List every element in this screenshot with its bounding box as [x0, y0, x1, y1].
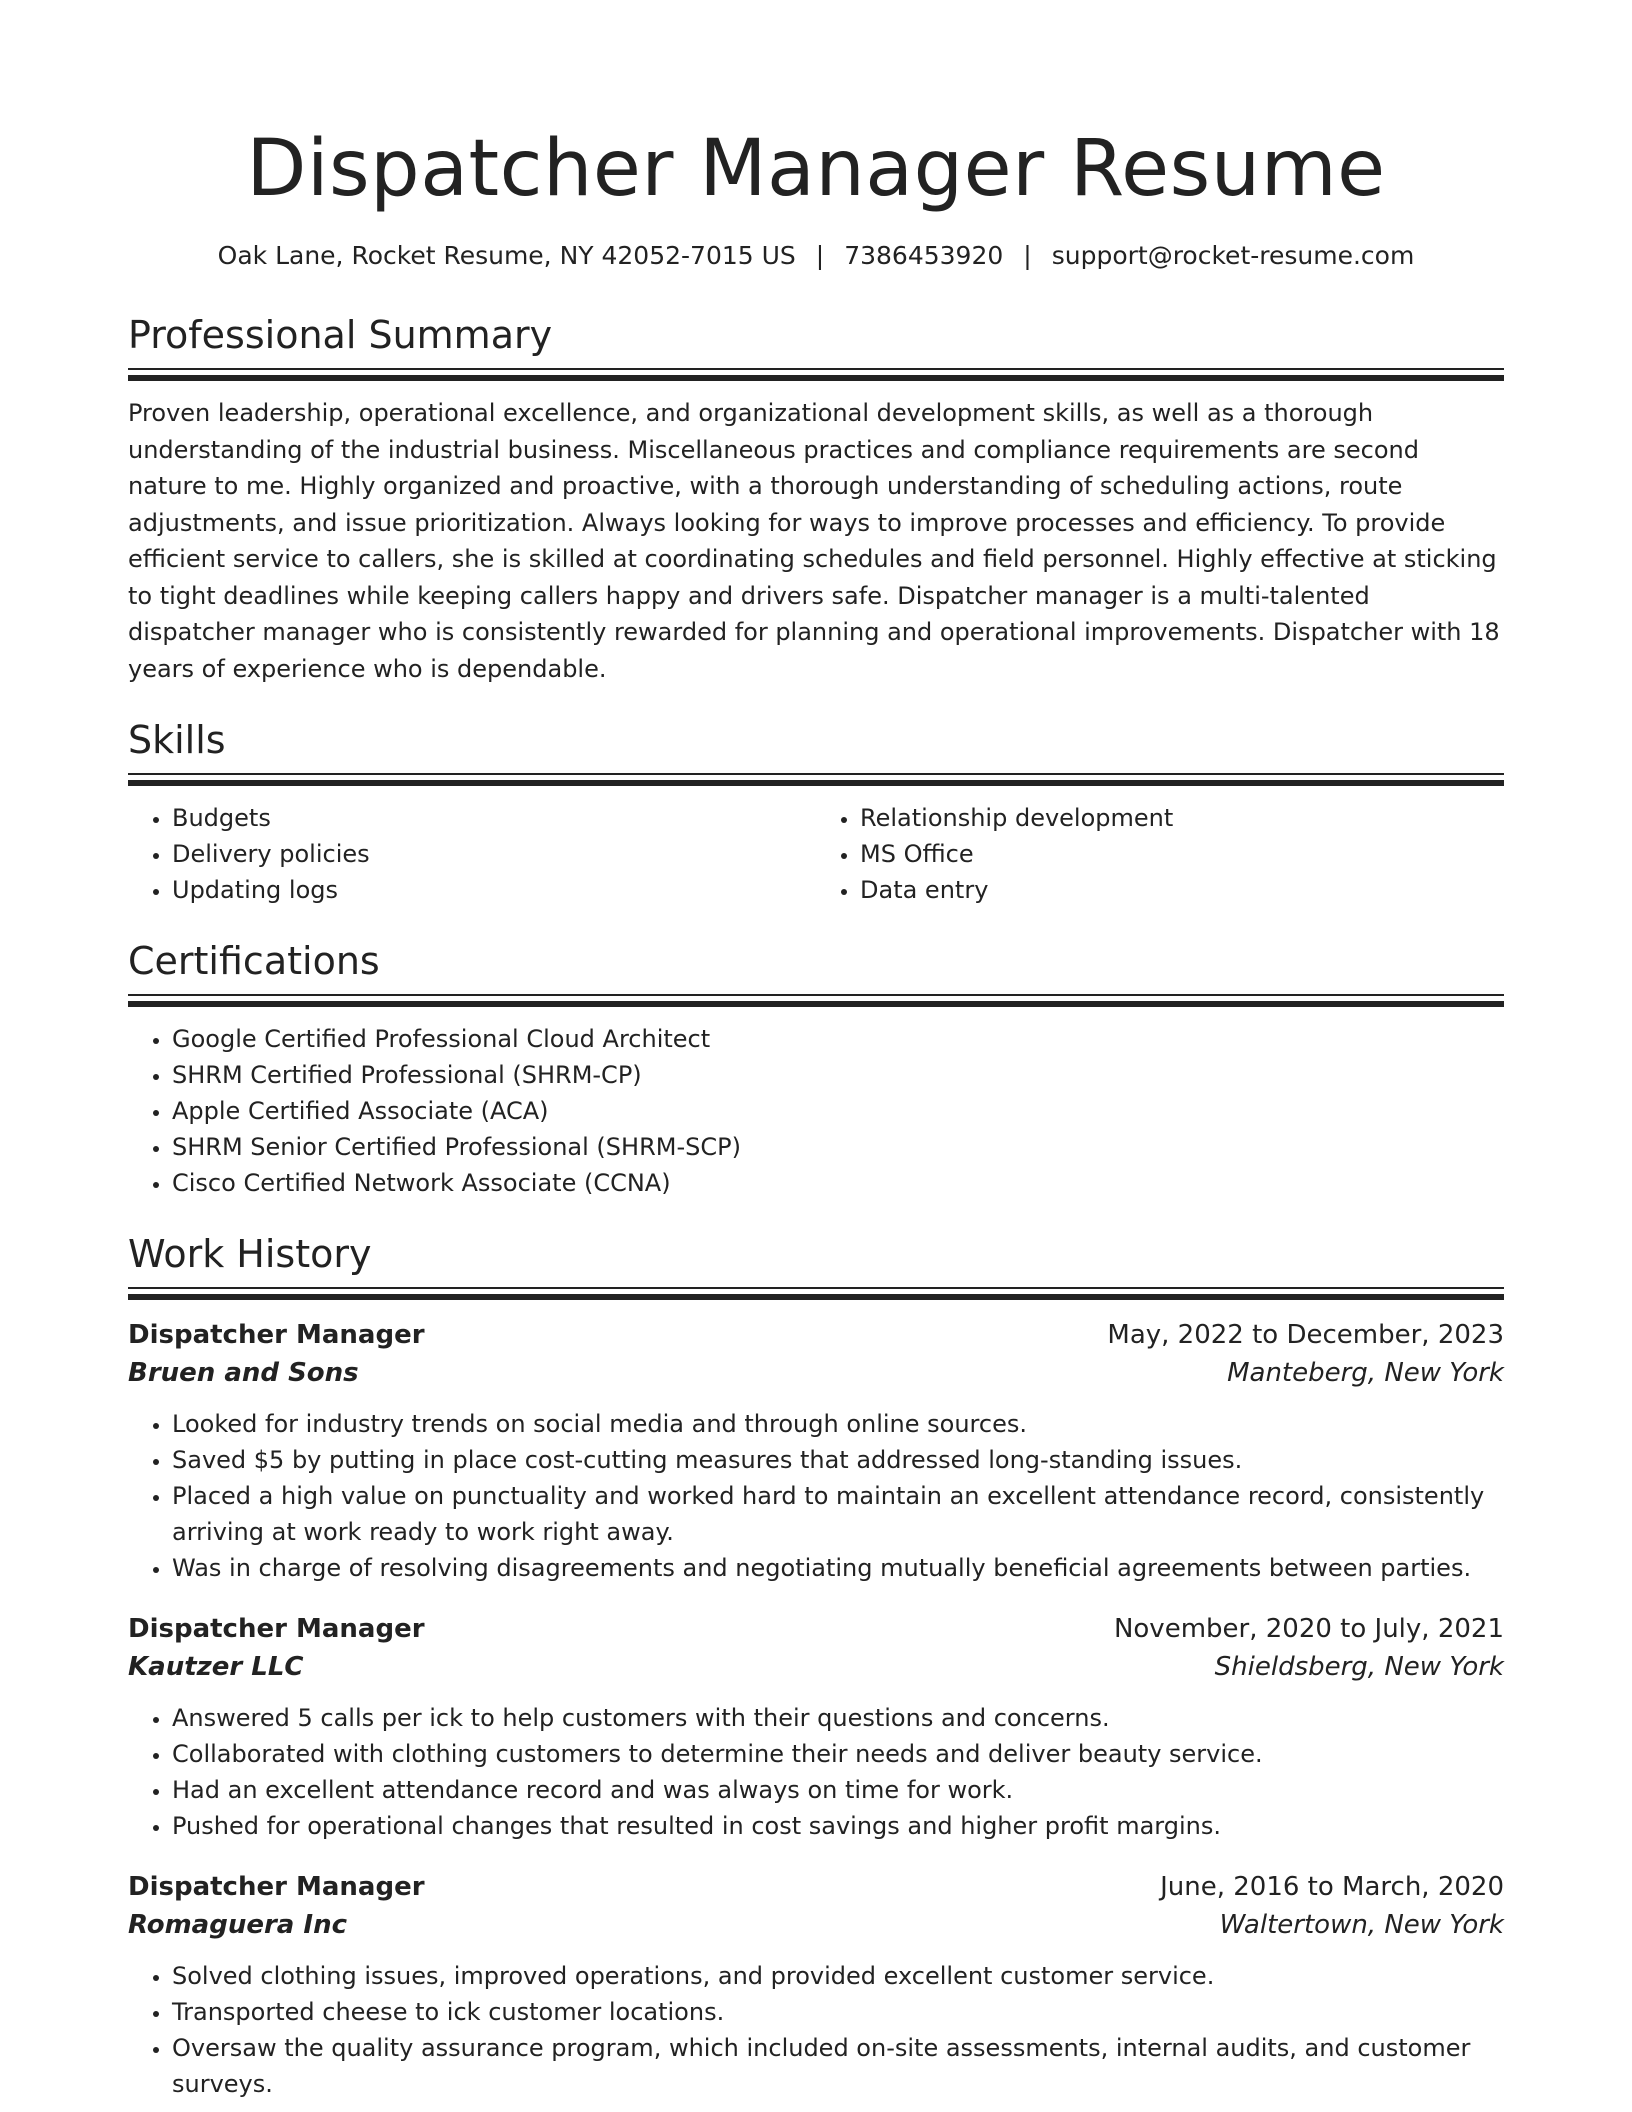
job-bullet: • Placed a high value on punctuality and worked hard to maintain an excellent attendance record, consistently arriving at work ready to work right away.	[172, 1478, 1504, 1550]
job-header	[128, 1316, 1504, 1354]
job-company: Romaguera Inc	[128, 1910, 347, 1940]
certification-item: • Cisco Certified Network Associate (CCNA)	[172, 1165, 1504, 1201]
job-entry	[128, 1868, 1504, 2102]
section-rule	[128, 368, 1504, 370]
skills-list-right	[816, 800, 1504, 908]
job-bullet: • Looked for industry trends on social media and through online sources.	[172, 1406, 1504, 1442]
certification-item: • Apple Certified Associate (ACA)	[172, 1093, 1504, 1129]
job-location: Manteberg, New York	[1227, 1358, 1504, 1388]
job-entry	[128, 1316, 1504, 1586]
job-company: Bruen and Sons	[128, 1358, 359, 1388]
job-dates: May, 2022 to December, 2023	[1107, 1320, 1504, 1350]
certification-item: • SHRM Senior Certified Professional (SHRM-SCP)	[172, 1129, 1504, 1165]
job-subheader	[128, 1648, 1504, 1686]
contact-email: support@rocket-resume.com	[1051, 241, 1415, 270]
contact-line	[128, 240, 1504, 272]
job-bullet: • Oversaw the quality assurance program, which included on-site assessments, internal audits, and customer surveys.	[172, 2030, 1504, 2102]
job-dates: June, 2016 to March, 2020	[1160, 1872, 1504, 1902]
job-dates: November, 2020 to July, 2021	[1113, 1614, 1504, 1644]
job-bullet: • Was in charge of resolving disagreements and negotiating mutually beneficial agreements between parties.	[172, 1550, 1504, 1586]
skills-list-left	[128, 800, 816, 908]
contact-phone: 7386453920	[844, 241, 1004, 270]
job-bullet: • Solved clothing issues, improved operations, and provided excellent customer service.	[172, 1958, 1504, 1994]
skill-item: • Budgets	[172, 800, 816, 836]
certifications-section	[128, 938, 1504, 1201]
skills-section	[128, 717, 1504, 908]
section-rule-thick	[128, 375, 1504, 381]
skills-columns	[128, 800, 1504, 908]
resume-title: Dispatcher Manager Resume	[246, 124, 1386, 214]
job-company: Kautzer LLC	[128, 1652, 304, 1682]
job-header	[128, 1868, 1504, 1906]
work-heading: Work History	[128, 1232, 372, 1276]
resume-page	[128, 0, 1504, 2102]
certifications-list	[128, 1021, 1504, 1201]
job-bullet: • Transported cheese to ick customer locations.	[172, 1994, 1504, 2030]
section-rule-thick	[128, 780, 1504, 786]
job-subheader	[128, 1906, 1504, 1944]
contact-separator: |	[1023, 241, 1032, 270]
section-rule-thick	[128, 1294, 1504, 1300]
work-section	[128, 1231, 1504, 2102]
skill-item: • Updating logs	[172, 872, 816, 908]
job-title: Dispatcher Manager	[128, 1872, 425, 1902]
section-rule-thick	[128, 1001, 1504, 1007]
job-bullets	[128, 1958, 1504, 2102]
job-subheader	[128, 1354, 1504, 1392]
skill-item: • Delivery policies	[172, 836, 816, 872]
job-location: Waltertown, New York	[1219, 1910, 1504, 1940]
skills-heading: Skills	[128, 718, 226, 762]
job-bullet: • Collaborated with clothing customers to determine their needs and deliver beauty service.	[172, 1736, 1504, 1772]
skill-item: • Data entry	[860, 872, 1504, 908]
job-bullets	[128, 1406, 1504, 1586]
contact-separator: |	[815, 241, 825, 270]
job-bullet: • Pushed for operational changes that resulted in cost savings and higher profit margins.	[172, 1808, 1504, 1844]
certification-item: • Google Certified Professional Cloud Architect	[172, 1021, 1504, 1057]
section-rule	[128, 994, 1504, 996]
job-bullet: • Had an excellent attendance record and was always on time for work.	[172, 1772, 1504, 1808]
skill-item: • MS Office	[860, 836, 1504, 872]
summary-section	[128, 312, 1504, 687]
section-rule	[128, 1287, 1504, 1289]
summary-text: Proven leadership, operational excellence, and organizational development skills, as well as a thorough understanding of the industrial business. Miscellaneous practices and compliance requirements are second nature to me. Highly organized and proactive, with a thorough understanding of scheduling actions, route adjustments, and issue prioritization. Always looking for ways to improve processes and efficiency. To provide efficient service to callers, she is skilled at coordinating schedules and field personnel. Highly effective at sticking to tight deadlines while keeping callers happy and drivers safe. Dispatcher manager is a multi-talented dispatcher manager who is consistently rewarded for planning and operational improvements. Dispatcher with 18 years of experience who is dependable.	[128, 399, 1500, 683]
summary-heading: Professional Summary	[128, 313, 553, 357]
job-bullet: • Answered 5 calls per ick to help customers with their questions and concerns.	[172, 1700, 1504, 1736]
certification-item: • SHRM Certified Professional (SHRM-CP)	[172, 1057, 1504, 1093]
contact-address: Oak Lane, Rocket Resume, NY 42052-7015 US	[217, 241, 796, 270]
job-bullet: • Saved $5 by putting in place cost-cutting measures that addressed long-standing issues.	[172, 1442, 1504, 1478]
job-bullets	[128, 1700, 1504, 1844]
job-title: Dispatcher Manager	[128, 1320, 425, 1350]
job-location: Shieldsberg, New York	[1214, 1652, 1504, 1682]
job-header	[128, 1610, 1504, 1648]
certifications-heading: Certifications	[128, 939, 380, 983]
skill-item: • Relationship development	[860, 800, 1504, 836]
section-rule	[128, 773, 1504, 775]
job-title: Dispatcher Manager	[128, 1614, 425, 1644]
job-entry	[128, 1610, 1504, 1844]
